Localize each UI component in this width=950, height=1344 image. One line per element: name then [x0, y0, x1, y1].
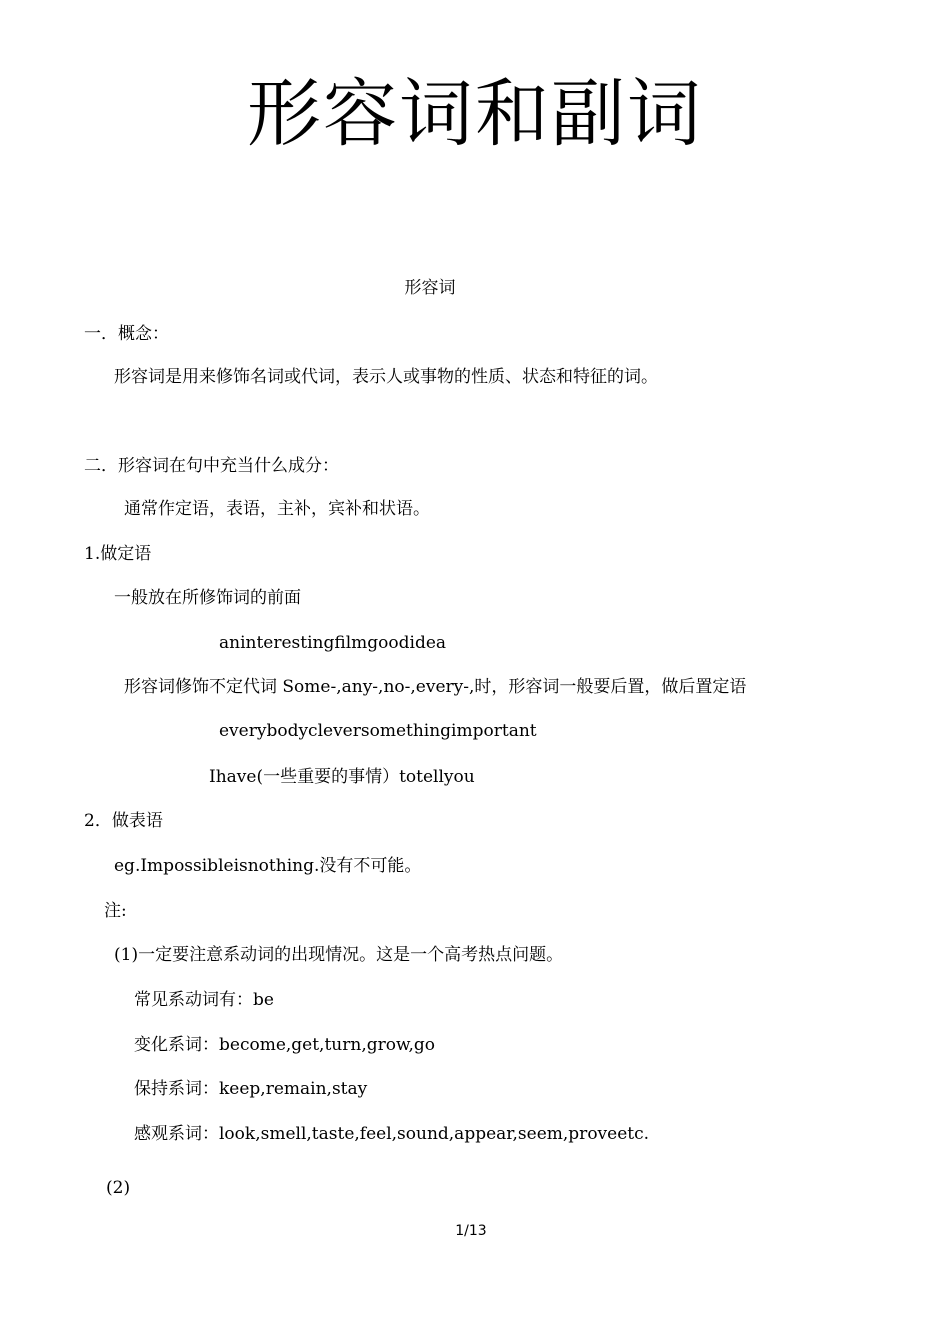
list-item: 保持系词：keep,remain,stay: [134, 1079, 368, 1099]
list-item: 感观系词：look,smell,taste,feel,sound,appear,seem,proveetc.: [134, 1124, 650, 1144]
section-heading: 形容词: [404, 278, 456, 298]
example-text: eg.Impossibleisnothing.没有不可能。: [114, 856, 422, 876]
page-number: 1/13: [455, 1223, 487, 1239]
example-text: everybodycleversomethingimportant: [219, 721, 537, 741]
document-title: 形容词和副词: [247, 71, 703, 157]
sub-heading-attributive: 1.做定语: [84, 544, 152, 564]
note-item: (1)一定要注意系动词的出现情况。这是一个高考热点问题。: [114, 945, 564, 965]
sub-heading-predicative: 2．做表语: [84, 811, 163, 831]
list-item: 常见系动词有：be: [134, 990, 274, 1010]
note-label: 注:: [104, 901, 127, 921]
list-item: 变化系词：become,get,turn,grow,go: [134, 1035, 436, 1055]
paragraph-text: 形容词修饰不定代词 Some-,any-,no-,every-,时，形容词一般要后置，做后置定语: [124, 677, 747, 697]
example-text: Ihave(一些重要的事情）totellyou: [209, 767, 475, 787]
paragraph-text: 形容词是用来修饰名词或代词，表示人或事物的性质、状态和特征的词。: [114, 367, 658, 387]
section-heading-function: 二．形容词在句中充当什么成分：: [84, 456, 339, 476]
example-text: aninterestingfilmgoodidea: [219, 633, 447, 653]
note-item-cut: (2): [106, 1178, 131, 1198]
paragraph-text: 一般放在所修饰词的前面: [114, 588, 301, 608]
section-heading-concept: 一．概念：: [84, 324, 169, 344]
paragraph-text: 通常作定语，表语，主补，宾补和状语。: [124, 499, 430, 519]
